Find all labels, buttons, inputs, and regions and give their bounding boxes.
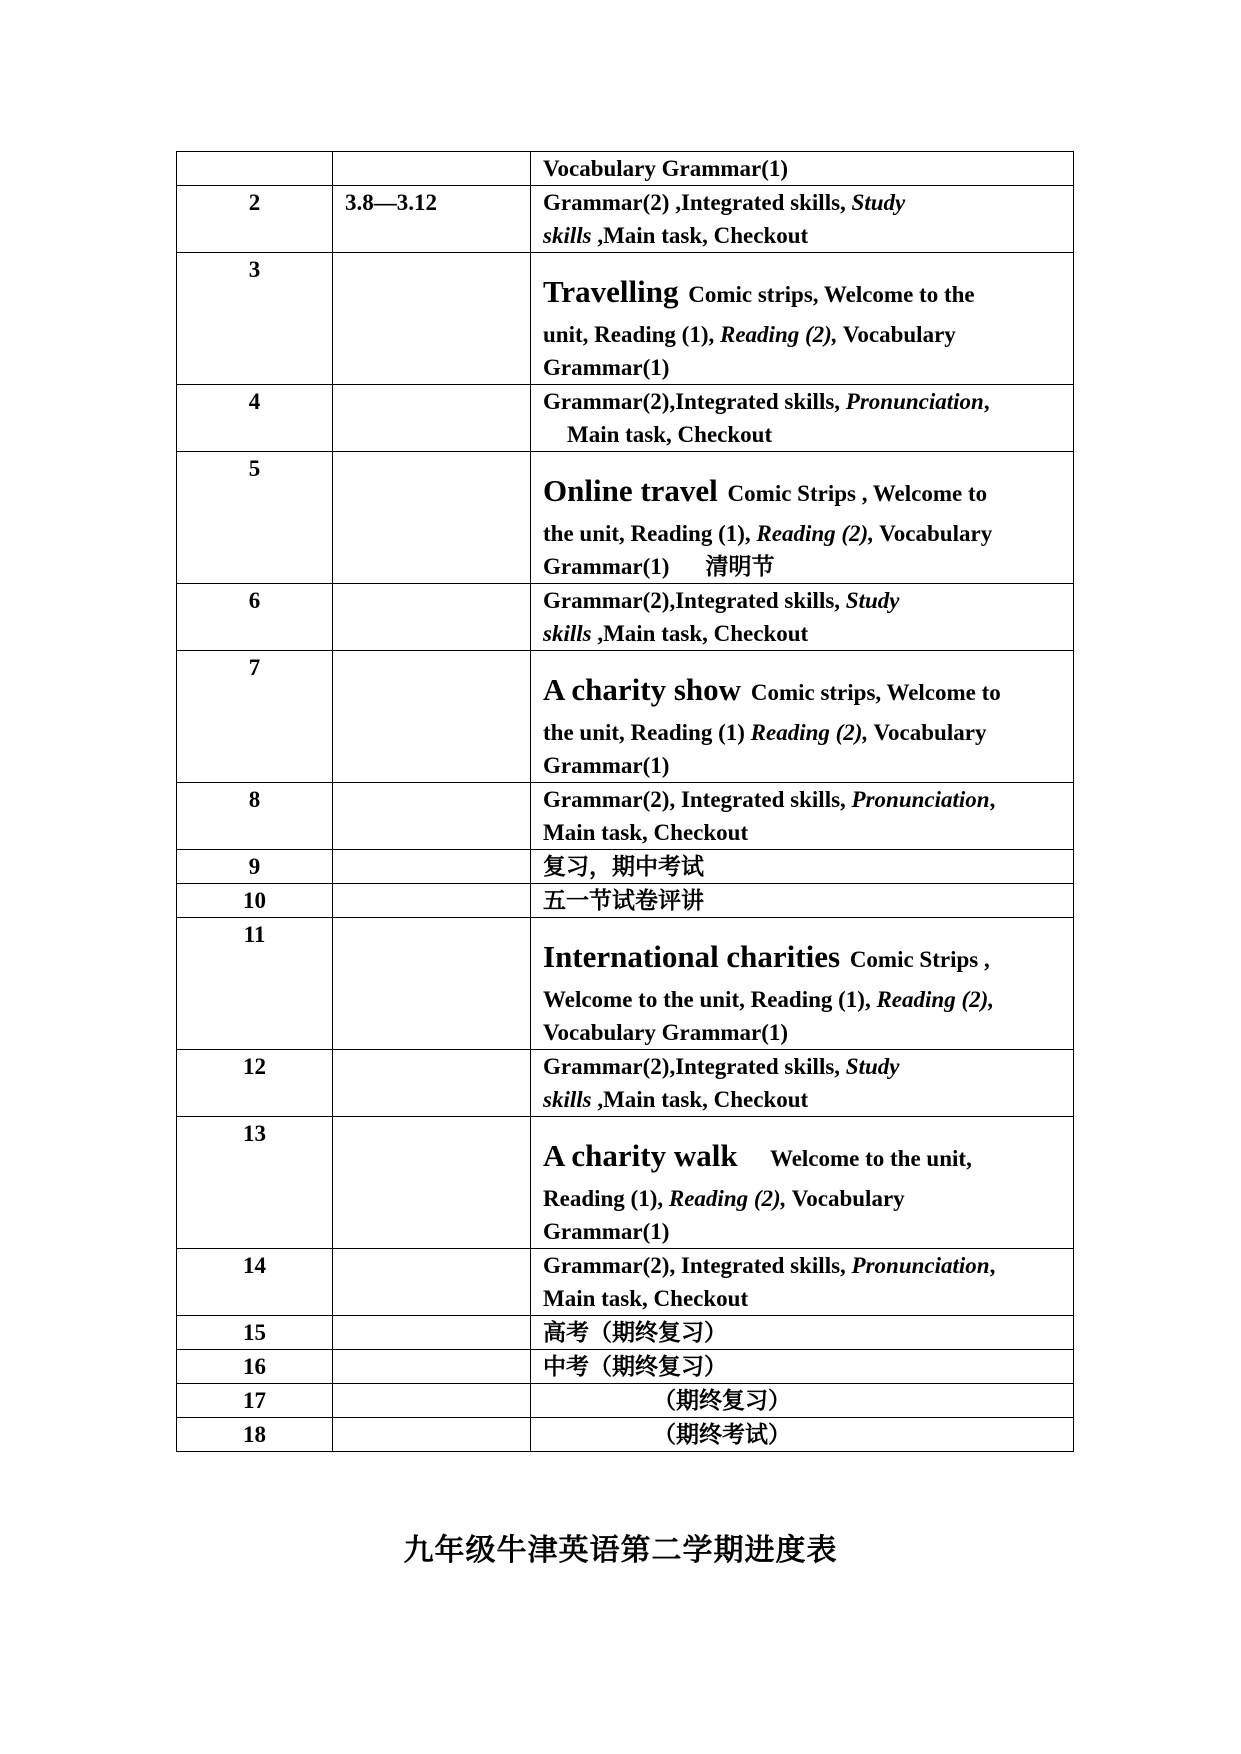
unit-title: A charity show xyxy=(543,672,742,707)
date-cell xyxy=(333,584,531,651)
holiday-note: 清明节 xyxy=(705,554,775,579)
content-text: Pronunciation xyxy=(851,1253,990,1278)
content-line xyxy=(543,850,1065,883)
content-line xyxy=(543,452,1065,517)
content-cell xyxy=(531,1050,1074,1117)
content-cell xyxy=(531,1418,1074,1452)
content-text: ,Main task, Checkout xyxy=(591,621,809,646)
content-text: ,Main task, Checkout xyxy=(591,1087,809,1112)
content-text: Vocabulary xyxy=(837,322,956,347)
content-line xyxy=(543,651,1065,716)
content-line xyxy=(543,1016,1065,1049)
content-text: Grammar(1) xyxy=(543,753,670,778)
week-cell: 3 xyxy=(177,253,333,385)
table-row xyxy=(177,884,1074,918)
date-cell xyxy=(333,783,531,850)
table-row xyxy=(177,850,1074,884)
week-cell: 12 xyxy=(177,1050,333,1117)
content-line xyxy=(543,716,1065,749)
content-text: skills xyxy=(543,223,592,248)
content-text: Comic strips, Welcome to xyxy=(745,680,1001,705)
content-line xyxy=(543,783,1065,816)
date-cell xyxy=(333,1418,531,1452)
content-cell xyxy=(531,152,1074,186)
content-text: Main task, Checkout xyxy=(543,820,749,845)
content-line xyxy=(543,253,1065,318)
content-text: 复习，期中考试 xyxy=(543,854,704,879)
content-line xyxy=(543,1249,1065,1282)
table-row xyxy=(177,1249,1074,1316)
table-row xyxy=(177,1316,1074,1350)
content-line xyxy=(543,617,1065,650)
week-cell xyxy=(177,152,333,186)
content-text: Pronunciation xyxy=(845,389,984,414)
content-line xyxy=(543,1050,1065,1083)
content-text: Vocabulary xyxy=(873,521,993,546)
content-text: Pronunciation xyxy=(851,787,990,812)
content-cell xyxy=(531,584,1074,651)
content-line xyxy=(543,1350,1065,1383)
content-line xyxy=(543,1117,1065,1182)
content-text: skills xyxy=(543,621,592,646)
content-text: （期终考试） xyxy=(653,1422,791,1447)
content-line xyxy=(543,983,1065,1016)
content-text: Study xyxy=(851,190,906,215)
content-text: ,Main task, Checkout xyxy=(591,223,809,248)
week-cell: 11 xyxy=(177,918,333,1050)
table-row xyxy=(177,584,1074,651)
content-text: Vocabulary Grammar(1) xyxy=(543,1020,789,1045)
content-text: the unit, Reading (1) xyxy=(543,720,751,745)
content-text: Vocabulary Grammar(1) xyxy=(543,156,789,181)
content-text: Reading (2), xyxy=(750,720,869,745)
content-line xyxy=(543,219,1065,252)
table-row xyxy=(177,253,1074,385)
date-cell xyxy=(333,1249,531,1316)
unit-title: International charities xyxy=(543,939,841,974)
content-line xyxy=(543,816,1065,849)
table-row xyxy=(177,1050,1074,1117)
content-text: 五一节试卷评讲 xyxy=(543,888,704,913)
content-text: Vocabulary xyxy=(868,720,987,745)
week-cell: 4 xyxy=(177,385,333,452)
week-cell: 7 xyxy=(177,651,333,783)
date-cell xyxy=(333,452,531,584)
week-cell: 17 xyxy=(177,1384,333,1418)
content-text: , xyxy=(989,787,996,812)
content-text: Comic Strips , xyxy=(844,947,990,972)
content-line xyxy=(543,1083,1065,1116)
table-row xyxy=(177,152,1074,186)
content-text: , xyxy=(983,389,990,414)
content-text: Grammar(2),Integrated skills, xyxy=(543,389,846,414)
content-text: 中考（期终复习） xyxy=(543,1354,727,1379)
date-cell xyxy=(333,253,531,385)
content-line xyxy=(543,918,1065,983)
content-text: Study xyxy=(845,1054,900,1079)
content-text: Grammar(2),Integrated skills, xyxy=(543,1054,846,1079)
content-text: Grammar(1) xyxy=(543,554,670,579)
content-text: the unit, Reading (1), xyxy=(543,521,757,546)
content-text: Grammar(2), Integrated skills, xyxy=(543,1253,852,1278)
table-row xyxy=(177,1117,1074,1249)
content-cell xyxy=(531,783,1074,850)
table-row xyxy=(177,1350,1074,1384)
content-cell xyxy=(531,1384,1074,1418)
content-line xyxy=(543,418,1065,451)
content-line xyxy=(543,1316,1065,1349)
content-cell xyxy=(531,186,1074,253)
content-text: Main task, Checkout xyxy=(543,1286,749,1311)
content-cell xyxy=(531,1350,1074,1384)
content-line xyxy=(543,318,1065,351)
content-text: , xyxy=(989,1253,996,1278)
content-text: （期终复习） xyxy=(653,1388,791,1413)
week-cell: 6 xyxy=(177,584,333,651)
document-title: 九年级牛津英语第二学期进度表 xyxy=(403,1533,838,1568)
content-text: Reading (2), xyxy=(756,521,874,546)
content-line xyxy=(543,550,1065,583)
unit-title: Online travel xyxy=(543,473,718,508)
content-line xyxy=(543,152,1065,185)
unit-title: A charity walk xyxy=(543,1138,738,1173)
content-cell xyxy=(531,1316,1074,1350)
content-line xyxy=(543,1282,1065,1315)
week-cell: 9 xyxy=(177,850,333,884)
content-text: Main task, Checkout xyxy=(567,422,773,447)
table-row xyxy=(177,918,1074,1050)
content-text: Reading (1), xyxy=(543,1186,669,1211)
date-cell: 3.8—3.12 xyxy=(333,186,531,253)
table-row xyxy=(177,186,1074,253)
content-cell xyxy=(531,884,1074,918)
content-text: Grammar(2),Integrated skills, xyxy=(543,588,846,613)
content-line xyxy=(543,1215,1065,1248)
table-row xyxy=(177,651,1074,783)
table-row xyxy=(177,452,1074,584)
content-line xyxy=(543,186,1065,219)
week-cell: 16 xyxy=(177,1350,333,1384)
schedule-body xyxy=(177,152,1074,1452)
content-text: Grammar(1) xyxy=(543,355,670,380)
content-text: Comic strips, Welcome to the xyxy=(682,282,975,307)
week-cell: 10 xyxy=(177,884,333,918)
date-cell xyxy=(333,651,531,783)
content-cell xyxy=(531,1117,1074,1249)
table-row xyxy=(177,1418,1074,1452)
date-cell xyxy=(333,884,531,918)
content-cell xyxy=(531,850,1074,884)
content-text: Welcome to the unit, xyxy=(741,1146,972,1171)
table-row xyxy=(177,385,1074,452)
date-cell xyxy=(333,1350,531,1384)
content-text: Study xyxy=(845,588,900,613)
date-cell xyxy=(333,385,531,452)
content-text: Reading (2), xyxy=(720,322,838,347)
content-line xyxy=(543,884,1065,917)
content-text: Grammar(1) xyxy=(543,1219,670,1244)
content-cell xyxy=(531,452,1074,584)
week-cell: 5 xyxy=(177,452,333,584)
content-text: skills xyxy=(543,1087,592,1112)
date-cell xyxy=(333,1384,531,1418)
content-cell xyxy=(531,253,1074,385)
content-text: Grammar(2) ,Integrated skills, xyxy=(543,190,852,215)
week-cell: 15 xyxy=(177,1316,333,1350)
date-cell xyxy=(333,1316,531,1350)
week-cell: 2 xyxy=(177,186,333,253)
content-line xyxy=(543,1182,1065,1215)
week-cell: 14 xyxy=(177,1249,333,1316)
week-cell: 18 xyxy=(177,1418,333,1452)
table-row xyxy=(177,783,1074,850)
content-line xyxy=(543,351,1065,384)
content-text: 高考（期终复习） xyxy=(543,1320,727,1345)
content-text: unit, Reading (1), xyxy=(543,322,720,347)
schedule-table xyxy=(176,151,1074,1452)
content-text: Reading (2), xyxy=(876,987,995,1012)
content-cell xyxy=(531,918,1074,1050)
week-cell: 13 xyxy=(177,1117,333,1249)
content-cell xyxy=(531,651,1074,783)
content-text: Grammar(2), Integrated skills, xyxy=(543,787,852,812)
content-text: Reading (2), xyxy=(668,1186,787,1211)
content-line xyxy=(543,1418,1065,1451)
date-cell xyxy=(333,1050,531,1117)
content-cell xyxy=(531,1249,1074,1316)
week-cell: 8 xyxy=(177,783,333,850)
table-row xyxy=(177,1384,1074,1418)
content-line xyxy=(543,584,1065,617)
date-cell xyxy=(333,1117,531,1249)
content-cell xyxy=(531,385,1074,452)
content-text: Comic Strips , Welcome to xyxy=(721,481,988,506)
date-cell xyxy=(333,850,531,884)
content-line xyxy=(543,1384,1065,1417)
content-line xyxy=(543,517,1065,550)
content-text: Vocabulary xyxy=(786,1186,905,1211)
date-cell xyxy=(333,918,531,1050)
unit-title: Travelling xyxy=(543,274,679,309)
content-line xyxy=(543,385,1065,418)
content-line xyxy=(543,749,1065,782)
content-text: Welcome to the unit, Reading (1), xyxy=(543,987,877,1012)
date-cell xyxy=(333,152,531,186)
